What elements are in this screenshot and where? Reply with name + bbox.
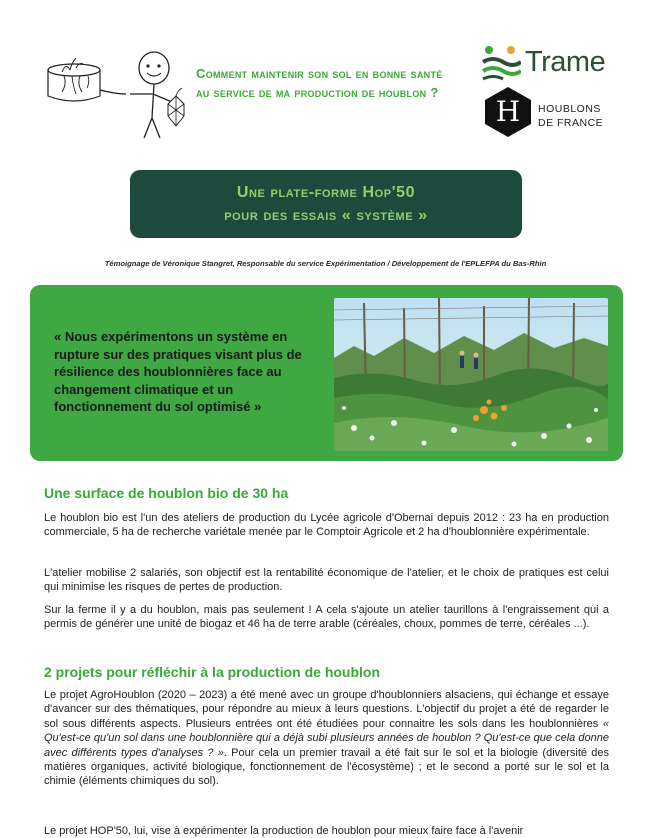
banner-line1: Une plate-forme Hop'50: [236, 184, 416, 201]
section-title-projets: 2 projets pour réfléchir à la production de houblon: [44, 664, 381, 680]
houblons-de-france-logo: [480, 86, 620, 138]
paragraph-hop50: Le projet HOP'50, lui, vise à expérimenter la production de houblon pour mieux faire face à l'avenir: [44, 825, 524, 837]
paragraph: Le houblon bio est l'un des ateliers de production du Lycée agricole d'Obernai depuis 2012 : 23 ha en production commerciale, 5 ha de recherche variétale menée par le Comptoir Agricole et 2 ha d'houblonnière expérimentale.: [44, 512, 609, 539]
paragraph-agrohoublon: [44, 688, 609, 789]
paragraph: L'atelier mobilise 2 salariés, son objectif est la rentabilité économique de l'atelier, et le choix de pratiques est celui qui minimise les risques de pertes de production.: [44, 567, 609, 594]
houblons-logo-letter: H: [495, 95, 521, 128]
banner-line2: pour des essais « système »: [224, 207, 428, 224]
testimony-credit: Témoignage de Véronique Stangret, Responsable du service Expérimentation / Développement de l'EPLEFPA du Bas-Rhin: [104, 259, 547, 268]
paragraph: Sur la ferme il y a du houblon, mais pas seulement ! A cela s'ajoute un atelier taurillons à l'engraissement qui a permis de générer une unité de biogaz et 46 ha de terre arable (céréales, choux, pommes de terre, céréales ...).: [44, 604, 609, 631]
trame-logo-text: Trame: [525, 46, 606, 78]
paragraph-text: . Pour cela un premier travail a été fait sur le sol et la biologie (diversité des matières organiques, activité biologique, fonctionnement de l'écosystème) ; et le second a porté sur le sol et la chimie (éléments chimiques du sol).: [44, 746, 610, 788]
houblons-line1: HOUBLONS: [538, 103, 601, 115]
hexagon-logo-icon: [482, 86, 534, 138]
header-illustration: [44, 48, 194, 140]
trame-logo: [481, 44, 616, 84]
paragraph-text: Le projet AgroHoublon (2020 – 2023) a été mené avec un groupe d'houblonniers alsaciens, qui échange et essaye d'avancer sur des thématiques, pour répondre au mieux à leurs questions. L'objectif du projet a été de regarder le sol sous différents aspects. Plusieurs entrées ont été étudiées pour connaitre les sols dans les houblonnières: [44, 689, 609, 730]
houblons-line2: DE FRANCE: [538, 117, 604, 129]
hop-field-photo: [334, 298, 608, 451]
trame-logo-icon: [481, 44, 521, 82]
quote-text: « Nous expérimentons un système en rupture sur des pratiques visant plus de résilience des houblonnières face au changement climatique et un fonctionnement du sol optimisé »: [54, 329, 302, 414]
paragraph-quote: « Qu'est-ce qu'un sol dans une houblonnière qui a déjà subi plusieurs années de houblon ? Qu'est-ce que cela donne avec différents types d'analyses ? »: [44, 717, 609, 759]
section-title-surface: Une surface de houblon bio de 30 ha: [44, 485, 289, 501]
title-banner: [130, 170, 522, 238]
page-title: Comment maintenir son sol en bonne santé au service de ma production de houblon ?: [196, 66, 443, 100]
